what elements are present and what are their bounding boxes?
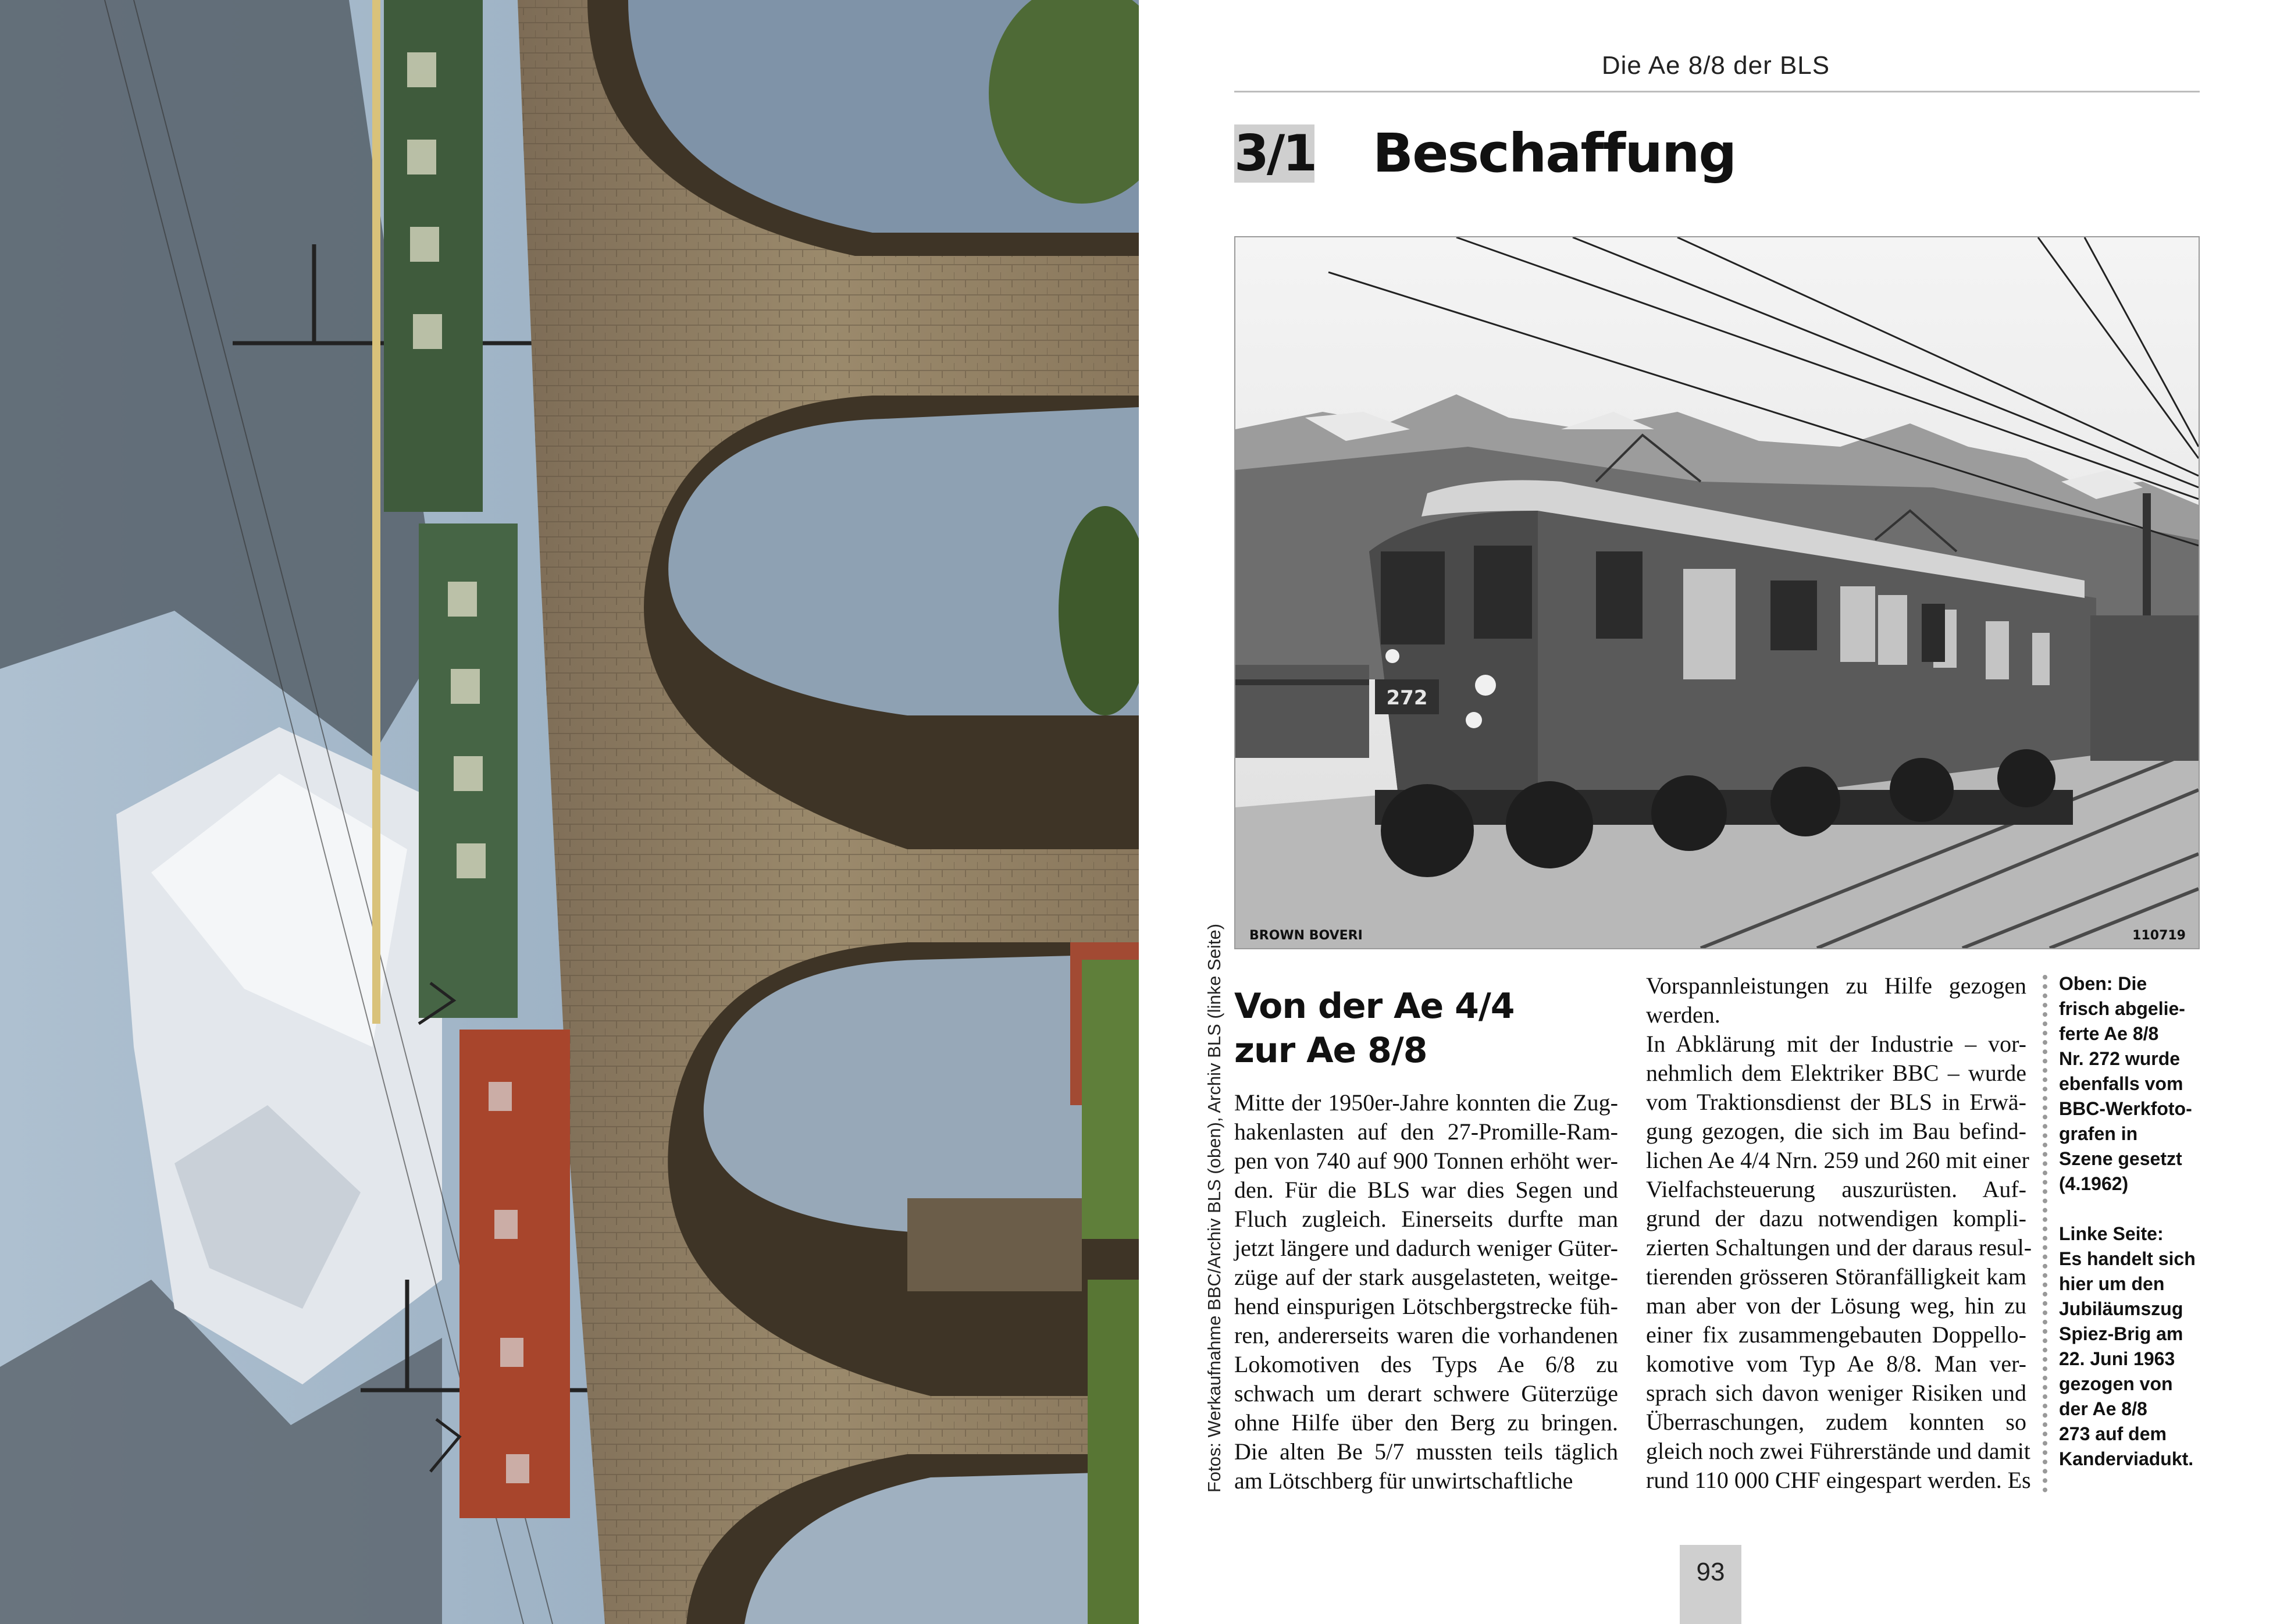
col2-line: zierten Schaltungen und der daraus resul- (1646, 1234, 2032, 1260)
body-column-2 (1646, 971, 2032, 1495)
col2-line: Vorspannleistungen zu Hilfe gezogen (1646, 973, 2026, 999)
col2-line: vom Traktionsdienst der BLS in Erwä- (1646, 1089, 2026, 1115)
top-photo (1234, 236, 2200, 949)
col1-line: am Lötschberg für unwirtschaftliche (1234, 1468, 1573, 1494)
caption-left-page (2059, 1221, 2204, 1472)
running-head: Die Ae 8/8 der BLS (1601, 51, 1830, 80)
col2-line: sprach sich davon weniger Risiken und (1646, 1380, 2026, 1406)
cap-left-line: Spiez-Brig am (2059, 1323, 2183, 1344)
section-heading-line: zur Ae 8/8 (1234, 1030, 1427, 1071)
loco-number: 272 (1386, 686, 1428, 710)
cap-top-line: ebenfalls vom (2059, 1073, 2183, 1094)
col1-line: schwach um derart schwere Güterzüge (1234, 1380, 1618, 1406)
cap-top-line: Nr. 272 wurde (2059, 1048, 2181, 1069)
col2-line: In Abklärung mit der Industrie – vor- (1646, 1031, 2026, 1057)
col2-line: lichen Ae 4/4 Nrn. 259 und 260 mit einer (1646, 1147, 2029, 1173)
cap-left-line: Kanderviadukt. (2059, 1448, 2194, 1469)
cap-left-line: der Ae 8/8 (2059, 1398, 2147, 1419)
cap-top-line: grafen in (2059, 1123, 2138, 1144)
page-number: 93 (1696, 1558, 1725, 1586)
cap-left-line: gezogen von (2059, 1373, 2173, 1394)
photo-credit: Fotos: Werkaufnahme BBC/Archiv BLS (oben), Archiv BLS (linke Seite) (1204, 923, 1224, 1493)
cap-left-line: Jubiläumszug (2059, 1298, 2183, 1319)
cap-top-line: ferte Ae 8/8 (2059, 1023, 2159, 1044)
cap-top-line: frisch abgelie- (2059, 998, 2185, 1019)
col1-line: ren, andererseits waren die vorhandenen (1234, 1322, 1618, 1348)
col2-line: gung gezogen, die sich im Bau befind- (1646, 1118, 2026, 1144)
photo-mark-left: BROWN BOVERI (1249, 928, 1363, 943)
cap-top-line: (4.1962) (2059, 1173, 2129, 1194)
page-number-box (1680, 1545, 1741, 1624)
col2-line: grund der dazu notwendigen kompli- (1646, 1205, 2026, 1231)
caption-top (2059, 971, 2204, 1196)
cap-top-line: Szene gesetzt (2059, 1148, 2182, 1169)
col2-line: man aber von der Lösung weg, hin zu (1646, 1292, 2026, 1319)
section-heading-line: Von der Ae 4/4 (1234, 986, 1515, 1027)
cap-left-line: Es handelt sich (2059, 1248, 2196, 1269)
col2-line: rund 110 000 CHF eingespart werden. Es (1646, 1467, 2031, 1493)
col2-line: einer fix zusammengebauten Doppello- (1646, 1322, 2026, 1348)
cap-top-line: Oben: Die (2059, 973, 2147, 994)
photo-caption (2059, 971, 2204, 1472)
running-head-rule (1234, 91, 2200, 92)
cap-left-line: hier um den (2059, 1273, 2165, 1294)
col1-line: hend einspurigen Lötschbergstrecke füh- (1234, 1293, 1618, 1319)
col1-line: Mitte der 1950er-Jahre konnten die Zug- (1234, 1089, 1618, 1116)
col1-line: züge auf der stark ausgelasteten, weitge- (1234, 1264, 1618, 1290)
col2-line: nehmlich dem Elektriker BBC – wurde (1646, 1060, 2026, 1086)
photo-mark-right: 110719 (2132, 928, 2186, 943)
col1-line: pen von 740 auf 900 Tonnen erhöht wer- (1234, 1148, 1618, 1174)
col1-line: den. Für die BLS war dies Segen und (1234, 1177, 1618, 1203)
chapter-title: Beschaffung (1373, 122, 1736, 184)
col1-line: hakenlasten auf den 27-Promille-Ram- (1234, 1119, 1618, 1145)
col1-line: Fluch zugleich. Einerseits durfte man (1234, 1206, 1618, 1232)
col1-line: ohne Hilfe über den Berg zu bringen. (1234, 1409, 1618, 1436)
caption-divider (2043, 975, 2047, 1493)
cap-left-line: 273 auf dem (2059, 1423, 2167, 1444)
col1-line: Die alten Be 5/7 mussten teils täglich (1234, 1438, 1618, 1465)
cap-left-line: Linke Seite: (2059, 1223, 2164, 1244)
body-column-1 (1234, 1088, 1618, 1495)
col2-line: werden. (1646, 1002, 1720, 1028)
col2-line: gleich noch zwei Führerstände und damit (1646, 1438, 2030, 1464)
col2-line: Überraschungen, zudem konnten so (1646, 1409, 2026, 1435)
section-heading (1234, 984, 1618, 1073)
col1-line: jetzt längere und dadurch weniger Güter- (1234, 1235, 1618, 1261)
col1-line: Lokomotiven des Typs Ae 6/8 zu (1234, 1351, 1618, 1377)
col2-line: Vielfachsteuerung auszurüsten. Auf- (1646, 1176, 2026, 1202)
col2-line: komotive vom Typ Ae 8/8. Man ver- (1646, 1351, 2026, 1377)
chapter-number: 3/1 (1234, 124, 1316, 183)
cap-left-line: 22. Juni 1963 (2059, 1348, 2175, 1369)
cap-top-line: BBC-Werkfoto- (2059, 1098, 2192, 1119)
col2-line: tierenden grösseren Störanfälligkeit kam (1646, 1263, 2026, 1290)
